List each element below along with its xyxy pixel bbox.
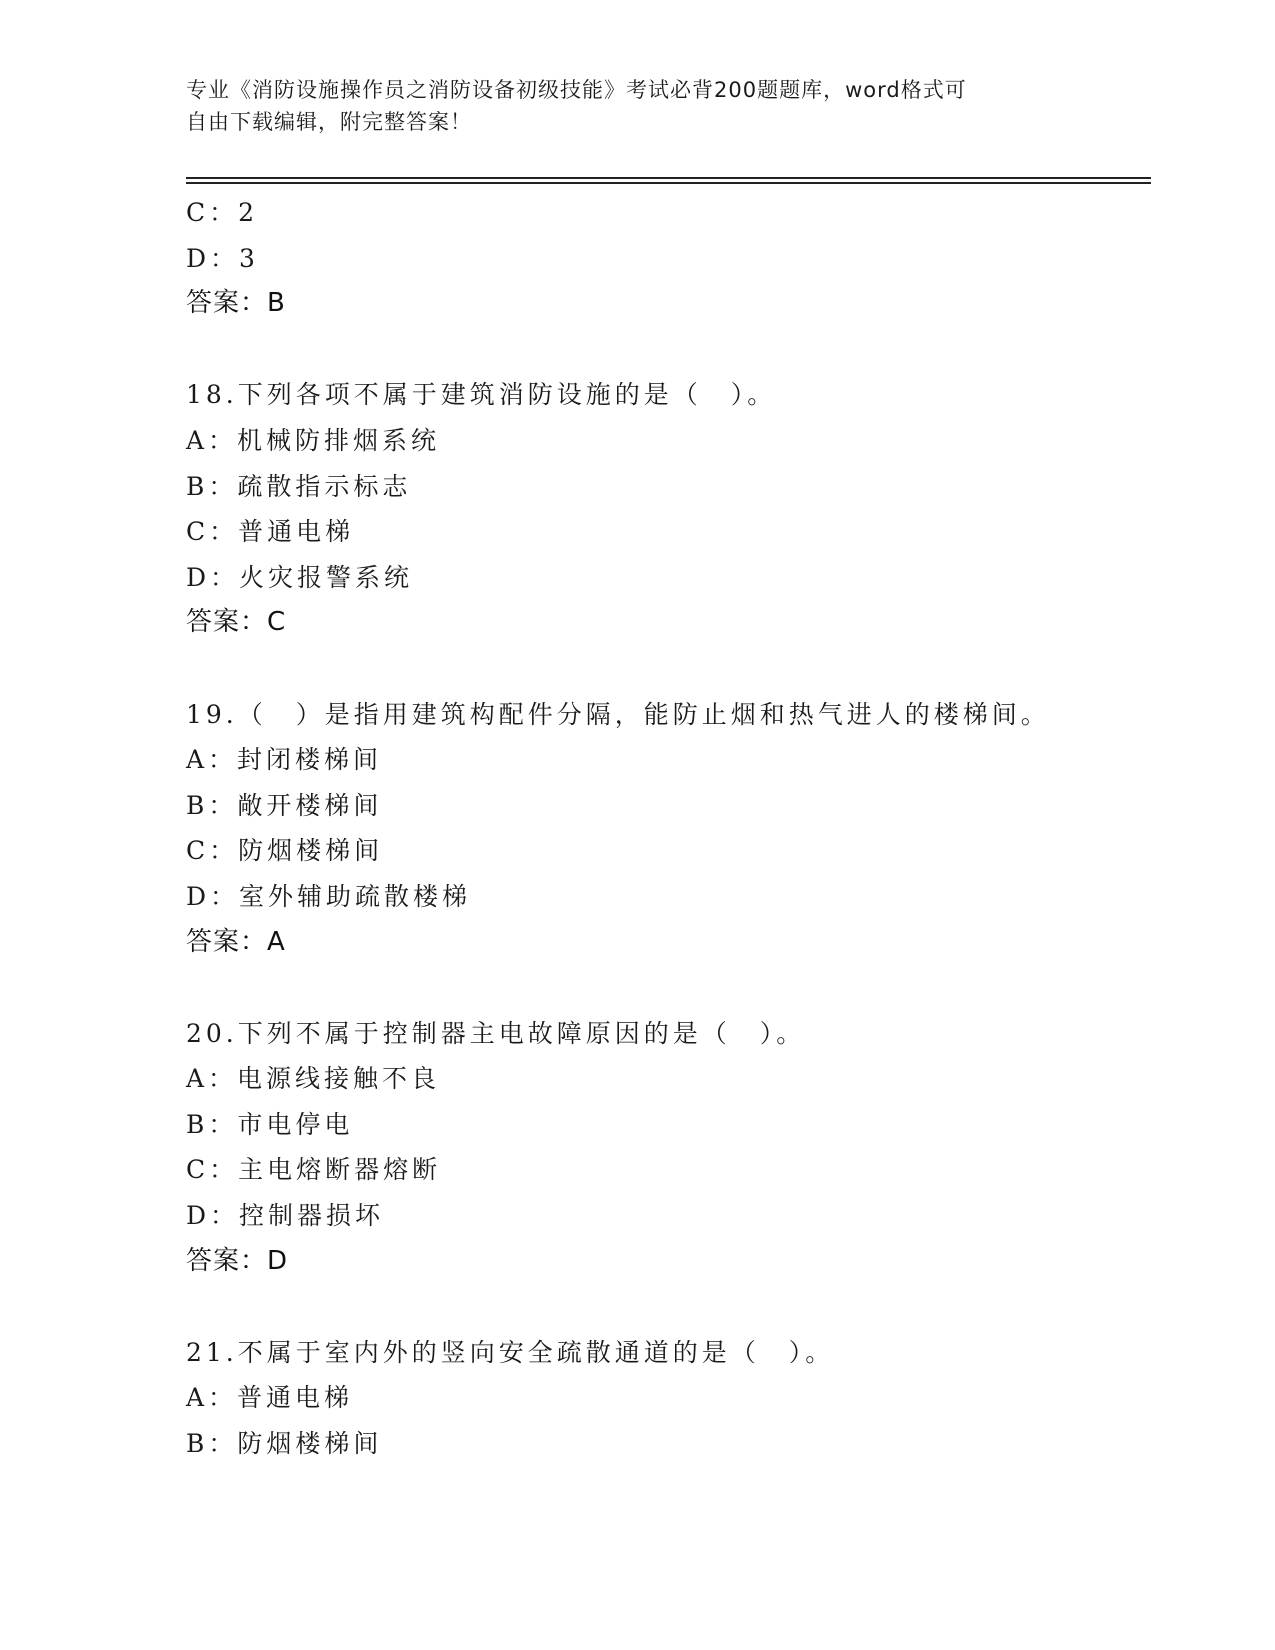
option-a: A：电源线接触不良 bbox=[186, 1064, 441, 1094]
question-20 bbox=[186, 1011, 1146, 1285]
option-d: D：火灾报警系统 bbox=[186, 562, 414, 592]
option-c: C：普通电梯 bbox=[186, 517, 355, 547]
answer-line: 答案：C bbox=[186, 607, 287, 638]
question-list bbox=[186, 190, 1146, 1467]
question-stem: 18.下列各项不属于建筑消防设施的是（ ）。 bbox=[186, 380, 777, 410]
spacer bbox=[186, 965, 1146, 1011]
header-divider-bottom bbox=[186, 182, 1151, 184]
option-d: D：室外辅助疏散楼梯 bbox=[186, 881, 472, 911]
spacer bbox=[186, 1284, 1146, 1330]
header-line-2: 自由下载编辑，附完整答案！ bbox=[186, 110, 472, 134]
header-divider-top bbox=[186, 177, 1151, 179]
header-line-1: 专业《消防设施操作员之消防设备初级技能》考试必背200题题库，word格式可 bbox=[186, 78, 967, 102]
option-a: A：普通电梯 bbox=[186, 1383, 354, 1413]
option-b: B：疏散指示标志 bbox=[186, 471, 412, 501]
question-18 bbox=[186, 372, 1146, 646]
spacer bbox=[186, 646, 1146, 692]
option-b: B：防烟楼梯间 bbox=[186, 1429, 383, 1459]
answer-line: 答案：D bbox=[186, 1245, 289, 1276]
option-c: C：主电熔断器熔断 bbox=[186, 1155, 442, 1185]
answer-line: 答案：A bbox=[186, 926, 286, 957]
option-a: A：封闭楼梯间 bbox=[186, 745, 383, 775]
document-header bbox=[186, 74, 1086, 138]
option-d: D：控制器损坏 bbox=[186, 1201, 385, 1231]
option-c: C：2 bbox=[186, 198, 259, 227]
option-b: B：敞开楼梯间 bbox=[186, 790, 383, 820]
question-21 bbox=[186, 1330, 1146, 1467]
question-19 bbox=[186, 692, 1146, 966]
question-stem: 19.（ ）是指用建筑构配件分隔，能防止烟和热气进人的楼梯间。 bbox=[186, 699, 1050, 729]
option-b: B：市电停电 bbox=[186, 1109, 354, 1139]
answer-line: 答案：B bbox=[186, 288, 286, 319]
question-stem: 20.下列不属于控制器主电故障原因的是（ ）。 bbox=[186, 1018, 806, 1048]
spacer bbox=[186, 327, 1146, 373]
question-17-continued bbox=[186, 190, 1146, 327]
option-c: C：防烟楼梯间 bbox=[186, 836, 384, 866]
question-stem: 21.不属于室内外的竖向安全疏散通道的是（ ）。 bbox=[186, 1337, 835, 1367]
option-d: D：3 bbox=[186, 243, 259, 273]
option-a: A：机械防排烟系统 bbox=[186, 425, 441, 455]
